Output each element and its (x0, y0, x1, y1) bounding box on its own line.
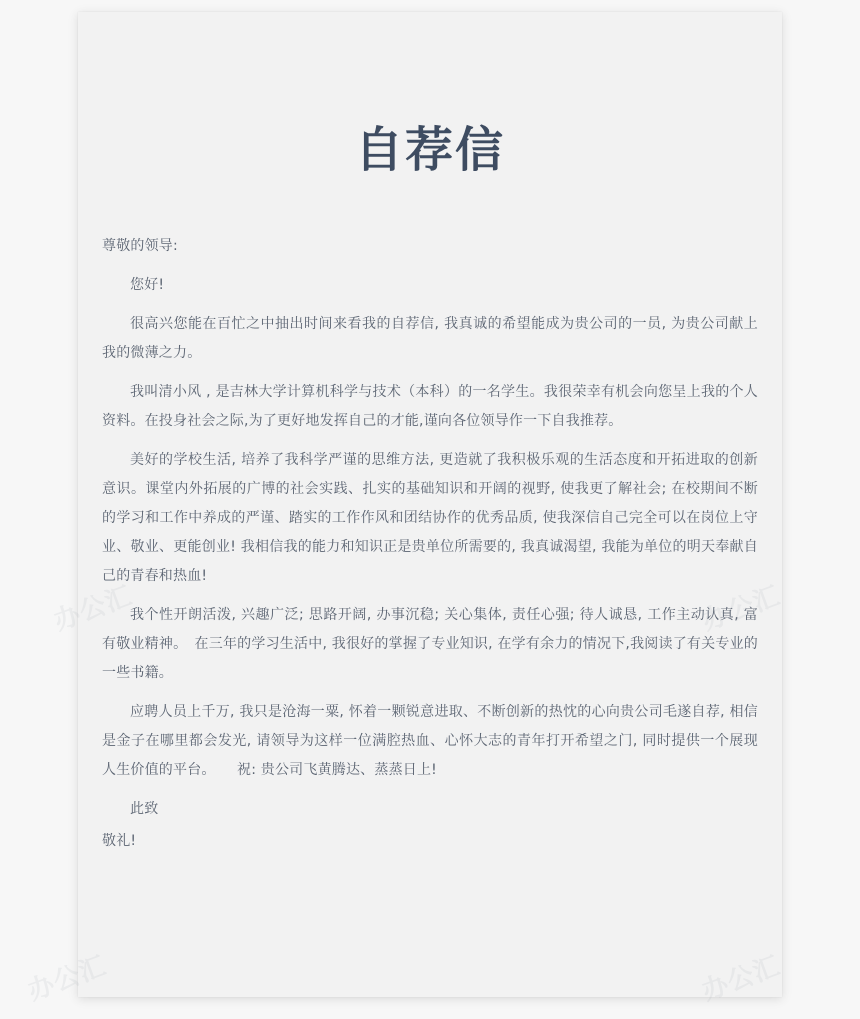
watermark-logo: 办公汇 (24, 950, 111, 1007)
document-page (78, 12, 782, 997)
document-page-inner (78, 12, 782, 997)
closing-line-jingli: 敬礼! (102, 832, 137, 849)
greeting-line: 您好! (130, 276, 165, 293)
body-paragraph-4: 我个性开朗活泼, 兴趣广泛; 思路开阔, 办事沉稳; 关心集体, 责任心强; 待人诚恳, 工作主动认真, 富有敬业精神。 在三年的学习生活中, 我很好的掌握了专业知识, 在学有余力的情况下,我阅读了有关专业的一些书籍。 (102, 606, 758, 681)
page-title: 自荐信 (354, 122, 505, 178)
document-body (78, 180, 782, 856)
body-paragraph-5: 应聘人员上千万, 我只是沧海一粟, 怀着一颗锐意进取、不断创新的热忱的心向贵公司毛遂自荐, 相信是金子在哪里都会发光, 请领导为这样一位满腔热血、心怀大志的青年打开希望之门, 同时提供一个展现人生价值的平台。 祝: 贵公司飞黄腾达、蒸蒸日上! (102, 703, 758, 778)
body-paragraph-1: 很高兴您能在百忙之中抽出时间来看我的自荐信, 我真诚的希望能成为贵公司的一员, 为贵公司献上我的微薄之力。 (102, 315, 758, 361)
salutation-line: 尊敬的领导: (102, 237, 178, 254)
body-paragraph-2: 我叫清小风 , 是吉林大学计算机科学与技术（本科）的一名学生。我很荣幸有机会向您呈上我的个人资料。在投身社会之际,为了更好地发挥自己的才能,谨向各位领导作一下自我推荐。 (102, 383, 758, 429)
closing-line-cizhi: 此致 (130, 800, 159, 817)
body-paragraph-3: 美好的学校生活, 培养了我科学严谨的思维方法, 更造就了我积极乐观的生活态度和开拓进取的创新意识。课堂内外拓展的广博的社会实践、扎实的基础知识和开阔的视野, 使我更了解社会; 在校期间不断的学习和工作中养成的严谨、踏实的工作作风和团结协作的优秀品质, 使我深信自己完全可以在岗位上守业、敬业、更能创业! 我相信我的能力和知识正是贵单位所需要的, 我真诚渴望, 我能为单位的明天奉献自己的青春和热血! (102, 451, 758, 584)
